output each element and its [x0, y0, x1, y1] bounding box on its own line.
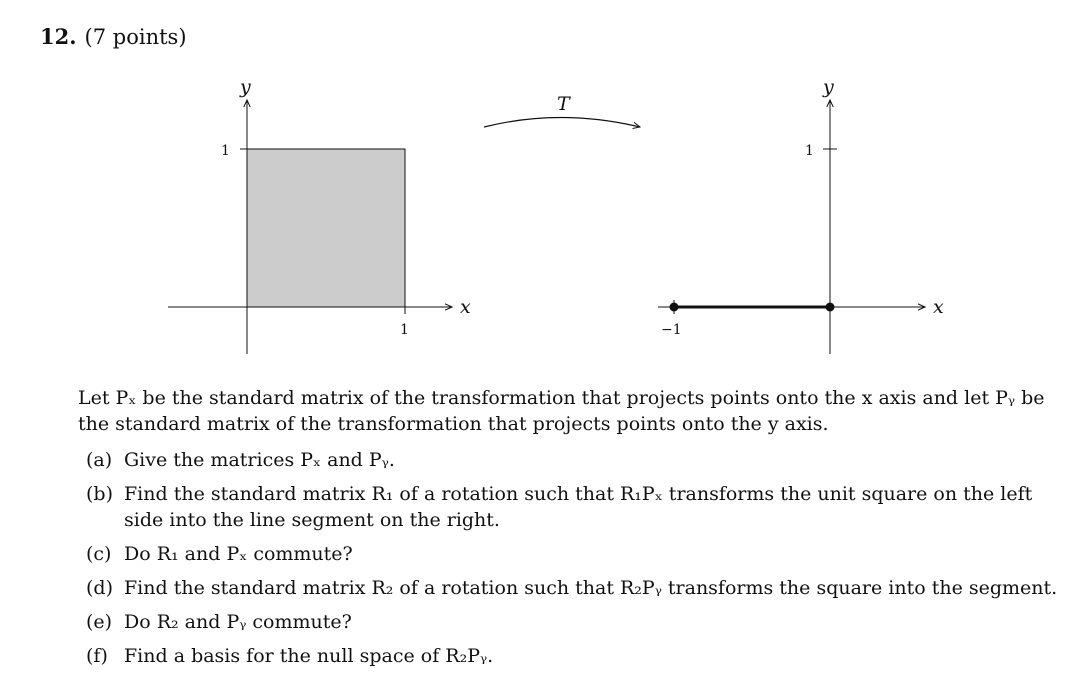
part-label: (c)	[86, 543, 112, 565]
curved-arrow	[484, 118, 640, 128]
segment-endpoint-left	[670, 303, 679, 312]
part-c	[86, 541, 1061, 567]
part-text: Find the standard matrix R₁ of a rotation such that R₁Pₓ transforms the unit square on the left side into the line segment on the right.	[124, 483, 1033, 531]
right-x-tick-label: −1	[661, 322, 682, 338]
left-plot	[168, 76, 471, 354]
left-x-tick-label: 1	[400, 322, 409, 338]
problem-intro: Let Pₓ be the standard matrix of the transformation that projects points onto the x axis and let Pᵧ be the standard matrix of the transformation that projects points onto the y axis.	[78, 387, 1045, 435]
part-d	[86, 575, 1061, 601]
right-y-axis-label: y	[823, 76, 834, 98]
part-label: (f)	[86, 645, 108, 667]
problem-points: (7 points)	[84, 25, 187, 49]
transformation-arrow	[484, 93, 640, 127]
left-y-axis-label: y	[240, 76, 251, 98]
unit-square	[247, 149, 405, 307]
right-x-axis-label: x	[933, 296, 944, 318]
part-label: (d)	[86, 577, 113, 599]
problem-parts	[86, 447, 1061, 677]
transformation-label: T	[557, 93, 570, 115]
part-text: Find a basis for the null space of R₂Pᵧ.	[124, 645, 494, 667]
right-y-tick-label: 1	[805, 143, 814, 159]
part-text: Give the matrices Pₓ and Pᵧ.	[124, 449, 395, 471]
part-label: (b)	[86, 483, 113, 505]
left-x-axis-label: x	[460, 296, 471, 318]
right-plot	[658, 76, 944, 354]
left-y-tick-label: 1	[221, 143, 230, 159]
part-text: Do R₂ and Pᵧ commute?	[124, 611, 352, 633]
part-label: (e)	[86, 611, 113, 633]
segment-endpoint-right	[826, 303, 835, 312]
problem-number: 12.	[40, 24, 77, 49]
part-label: (a)	[86, 449, 113, 471]
part-text: Find the standard matrix R₂ of a rotation such that R₂Pᵧ transforms the square into the segment.	[124, 577, 1058, 599]
part-f	[86, 643, 1061, 669]
part-b	[86, 481, 1061, 533]
part-a	[86, 447, 1061, 473]
part-e	[86, 609, 1061, 635]
part-text: Do R₁ and Pₓ commute?	[124, 543, 353, 565]
